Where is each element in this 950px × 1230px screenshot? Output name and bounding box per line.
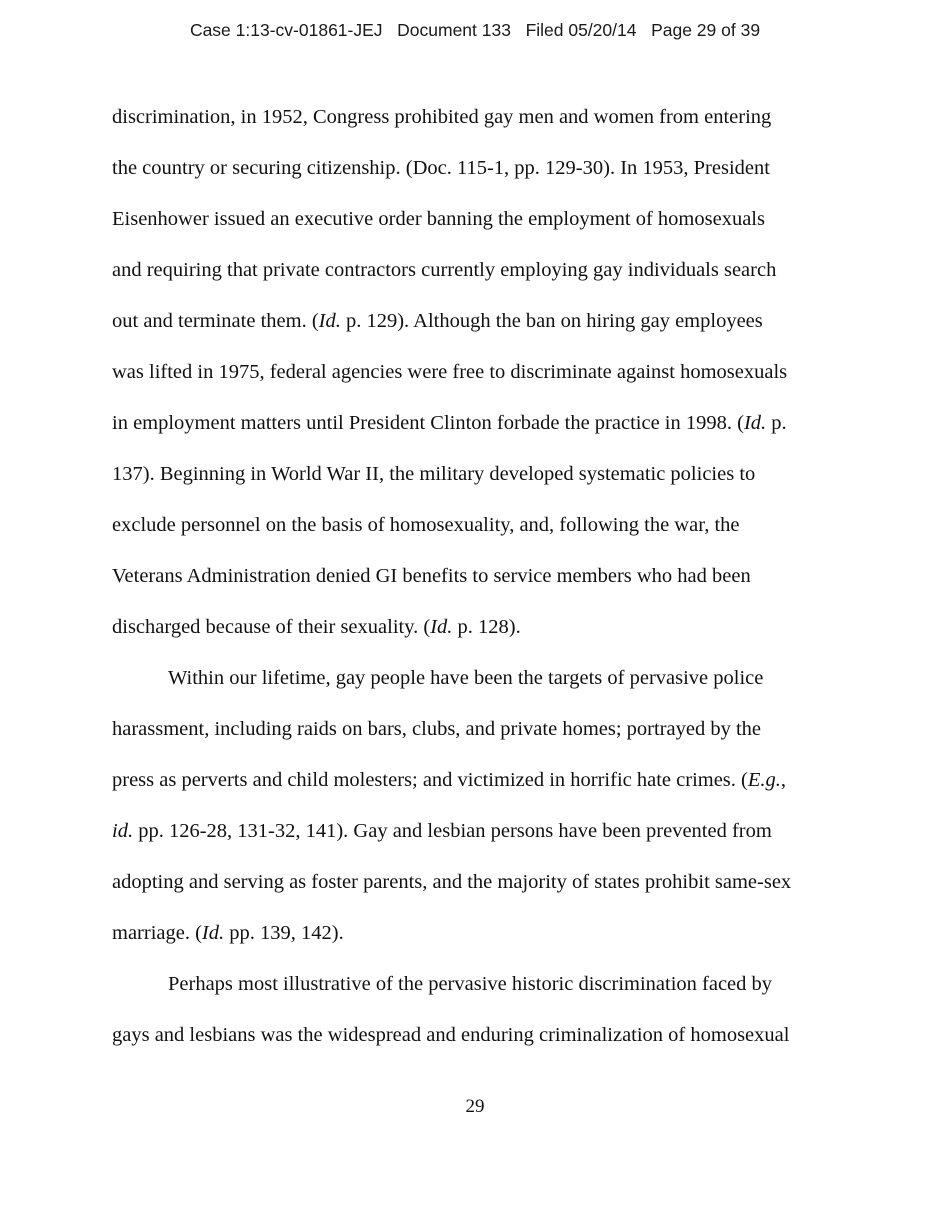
text-segment: was lifted in 1975, federal agencies were free to discriminate against homosexuals bbox=[112, 361, 788, 383]
text-segment: p. 128). bbox=[452, 616, 521, 638]
citation-italic: Id. bbox=[743, 412, 767, 434]
text-segment: harassment, including raids on bars, clubs, and private homes; portrayed by the bbox=[112, 718, 762, 740]
text-line bbox=[112, 551, 852, 602]
text-line bbox=[112, 347, 852, 398]
text-segment: Veterans Administration denied GI benefits to service members who had been bbox=[112, 565, 751, 587]
text-segment: marriage. ( bbox=[112, 922, 202, 944]
text-segment: pp. 139, 142). bbox=[224, 922, 344, 944]
text-segment: exclude personnel on the basis of homosexuality, and, following the war, the bbox=[112, 514, 740, 536]
text-line bbox=[112, 755, 852, 806]
text-segment: Within our lifetime, gay people have been the targets of pervasive police bbox=[168, 667, 764, 689]
case-number: Case 1:13-cv-01861-JEJ bbox=[189, 20, 383, 40]
text-line bbox=[112, 398, 852, 449]
text-segment: p. bbox=[766, 412, 787, 434]
text-line bbox=[112, 704, 852, 755]
text-segment: discharged because of their sexuality. ( bbox=[112, 616, 431, 638]
text-segment: adopting and serving as foster parents, and the majority of states prohibit same-sex bbox=[112, 871, 792, 893]
page-indicator: Page 29 of 39 bbox=[651, 20, 761, 40]
text-line bbox=[112, 857, 852, 908]
document-number: Document 133 bbox=[397, 20, 511, 40]
text-line bbox=[112, 500, 852, 551]
text-segment: pp. 126-28, 131-32, 141). Gay and lesbian persons have been prevented from bbox=[133, 820, 772, 842]
text-segment: press as perverts and child molesters; and victimized in horrific hate crimes. ( bbox=[112, 769, 748, 791]
text-segment: , bbox=[780, 769, 787, 791]
citation-italic: id. bbox=[112, 820, 134, 842]
text-line bbox=[112, 602, 852, 653]
citation-italic: E.g. bbox=[747, 769, 781, 791]
text-segment: out and terminate them. ( bbox=[112, 310, 319, 332]
text-segment: gays and lesbians was the widespread and enduring criminalization of homosexual bbox=[112, 1024, 790, 1046]
text-line bbox=[112, 245, 852, 296]
text-segment: 137). Beginning in World War II, the military developed systematic policies to bbox=[112, 463, 756, 485]
citation-italic: Id. bbox=[201, 922, 225, 944]
text-line bbox=[112, 194, 852, 245]
text-line bbox=[112, 92, 852, 143]
text-line bbox=[112, 143, 852, 194]
citation-italic: Id. bbox=[430, 616, 453, 638]
text-line bbox=[112, 653, 852, 704]
citation-italic: Id. bbox=[318, 310, 341, 332]
text-segment: in employment matters until President Clinton forbade the practice in 1998. ( bbox=[112, 412, 744, 434]
case-header bbox=[0, 20, 950, 41]
text-line bbox=[112, 908, 852, 959]
page-number: 29 bbox=[465, 1096, 485, 1117]
text-segment: the country or securing citizenship. (Doc. 115-1, pp. 129-30). In 1953, President bbox=[112, 157, 770, 179]
text-line bbox=[112, 806, 852, 857]
text-segment: discrimination, in 1952, Congress prohibited gay men and women from entering bbox=[112, 106, 772, 128]
text-segment: and requiring that private contractors currently employing gay individuals search bbox=[112, 259, 777, 281]
text-line bbox=[112, 959, 852, 1010]
text-segment: p. 129). Although the ban on hiring gay employees bbox=[340, 310, 763, 332]
text-line bbox=[112, 296, 852, 347]
text-segment: Eisenhower issued an executive order banning the employment of homosexuals bbox=[112, 208, 765, 230]
filed-date: Filed 05/20/14 bbox=[525, 20, 637, 40]
text-line bbox=[112, 449, 852, 500]
text-segment: Perhaps most illustrative of the pervasive historic discrimination faced by bbox=[168, 973, 773, 995]
text-line bbox=[112, 1010, 852, 1061]
document-body bbox=[112, 92, 852, 1061]
